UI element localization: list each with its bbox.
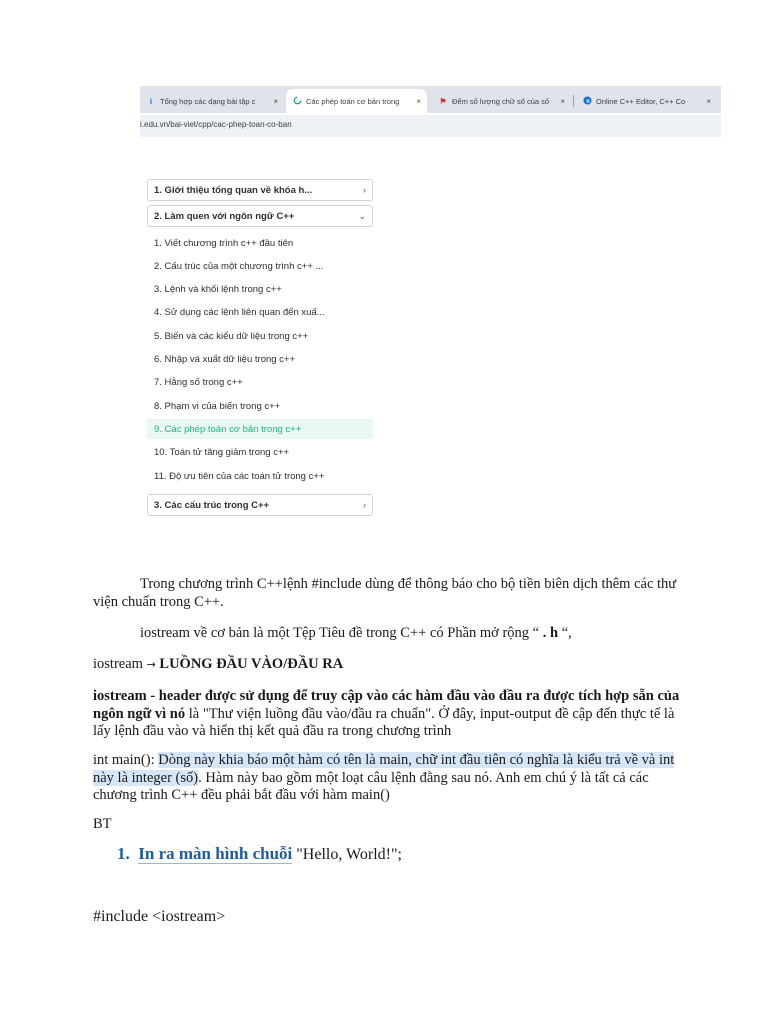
section-label: 1. Giới thiệu tổng quan về khóa h...	[154, 184, 313, 196]
tab-label: Online C++ Editor, C++ Co	[596, 96, 686, 106]
section-label: 2. Làm quen với ngôn ngữ C++	[154, 210, 295, 222]
lesson-item[interactable]: 3. Lệnh và khối lệnh trong c++	[154, 283, 282, 295]
text: . Hàm này bao gồm một loạt câu lệnh đằng sau nó. Anh em chú ý là tất cả các chương trình C++ đều phải bắt đầu với hàm main()	[93, 769, 649, 803]
arrow-icon: →	[146, 658, 156, 671]
browser-tab-active[interactable]	[286, 89, 427, 113]
chevron-right-icon: ›	[363, 500, 366, 510]
text: int main():	[93, 752, 159, 768]
address-bar[interactable]	[140, 115, 721, 137]
text: iostream	[93, 656, 147, 672]
lesson-item[interactable]: 8. Phạm vi của biến trong c++	[154, 400, 281, 412]
flag-icon: ⚑	[439, 96, 447, 106]
section-basics[interactable]	[147, 205, 373, 227]
stream-label: LUỒNG ĐẦU VÀO/ĐẦU RA	[159, 656, 344, 672]
text: iostream về cơ bản là một Tệp Tiêu đề trong C++ có Phần mở rộng “	[140, 625, 543, 641]
text: “,	[558, 625, 572, 641]
section-intro[interactable]	[147, 179, 373, 201]
lesson-item[interactable]: 10. Toán tử tăng giảm trong c++	[154, 446, 290, 458]
close-icon[interactable]: ×	[706, 96, 711, 106]
browser-tab[interactable]	[576, 89, 717, 113]
paragraph-iostream-header	[140, 625, 700, 643]
embedded-screenshot	[140, 86, 721, 526]
edge-icon	[582, 96, 592, 107]
loading-icon	[292, 96, 302, 107]
paragraph-iostream-description	[93, 688, 683, 741]
url-text: i.edu.vn/bai-viet/cpp/cac-phep-toan-co-ban	[140, 120, 292, 129]
close-icon[interactable]: ×	[416, 96, 421, 106]
extension-h: . h	[542, 625, 559, 641]
section-label: 3. Các cấu trúc trong C++	[154, 499, 270, 511]
lesson-item[interactable]: 6. Nhập và xuất dữ liệu trong c++	[154, 353, 296, 365]
lesson-item[interactable]: 2. Cấu trúc của một chương trình c++ ...	[154, 260, 324, 272]
paragraph-include: Trong chương trình C++lệnh #include dùng để thông báo cho bộ tiền biên dịch thêm các thư viện chuẩn trong C++.	[93, 576, 677, 610]
bold-text: iostream - header được sử dụng để truy cập vào các hàm đầu vào đầu ra được tích hợp sẵn của ngôn ngữ vì nó	[93, 688, 680, 722]
lesson-item-active[interactable]: 9. Các phép toán cơ bản trong c++	[147, 419, 373, 439]
exercise-string: "Hello, World!";	[292, 846, 402, 863]
chevron-right-icon: ›	[363, 185, 366, 195]
close-icon[interactable]: ×	[273, 96, 278, 106]
close-icon[interactable]: ×	[560, 96, 565, 106]
lesson-item[interactable]: 7. Hằng số trong c++	[154, 376, 243, 388]
tab-label: Đếm số lượng chữ số của số	[452, 96, 550, 106]
list-number: 1.	[117, 844, 130, 863]
exercise-title: In ra màn hình chuỗi	[138, 844, 293, 863]
exercise-heading	[117, 843, 402, 866]
chevron-down-icon: ⌄	[358, 210, 366, 221]
tab-separator	[573, 95, 574, 107]
paragraph-iostream-stream	[93, 656, 683, 674]
browser-tab-bar	[140, 86, 721, 113]
browser-tab[interactable]	[140, 89, 284, 113]
highlighted-text: Dòng này khia báo một hàm có tên là main, chữ int đầu tiên có nghĩa là kiểu trả về và int này là integer (số)	[93, 752, 675, 786]
browser-tab[interactable]	[432, 89, 571, 113]
text: là "Thư viện luồng đầu vào/đầu ra chuẩn". Ở đây, input-output đề cập đến thực tế là lấy lệnh đầu vào và hiển thị kết quả đầu ra trong chương trình	[93, 705, 675, 739]
tab-label: Tổng hợp các dạng bài tập c	[160, 96, 256, 106]
info-icon: i	[149, 96, 153, 106]
lesson-item[interactable]: 1. Viết chương trình c++ đầu tiên	[154, 237, 294, 249]
lesson-item[interactable]: 4. Sử dụng các lệnh liên quan đến xuấ...	[154, 306, 325, 318]
paragraph-main	[93, 752, 683, 805]
label-bt: BT	[93, 816, 112, 832]
tab-label: Các phép toán cơ bản trong	[306, 96, 400, 106]
lesson-item[interactable]: 5. Biến và các kiểu dữ liệu trong c++	[154, 330, 309, 342]
lesson-item[interactable]: 11. Độ ưu tiên của các toán tử trong c++	[154, 470, 325, 482]
code-line: #include <iostream>	[93, 908, 226, 925]
section-structures[interactable]	[147, 494, 373, 516]
